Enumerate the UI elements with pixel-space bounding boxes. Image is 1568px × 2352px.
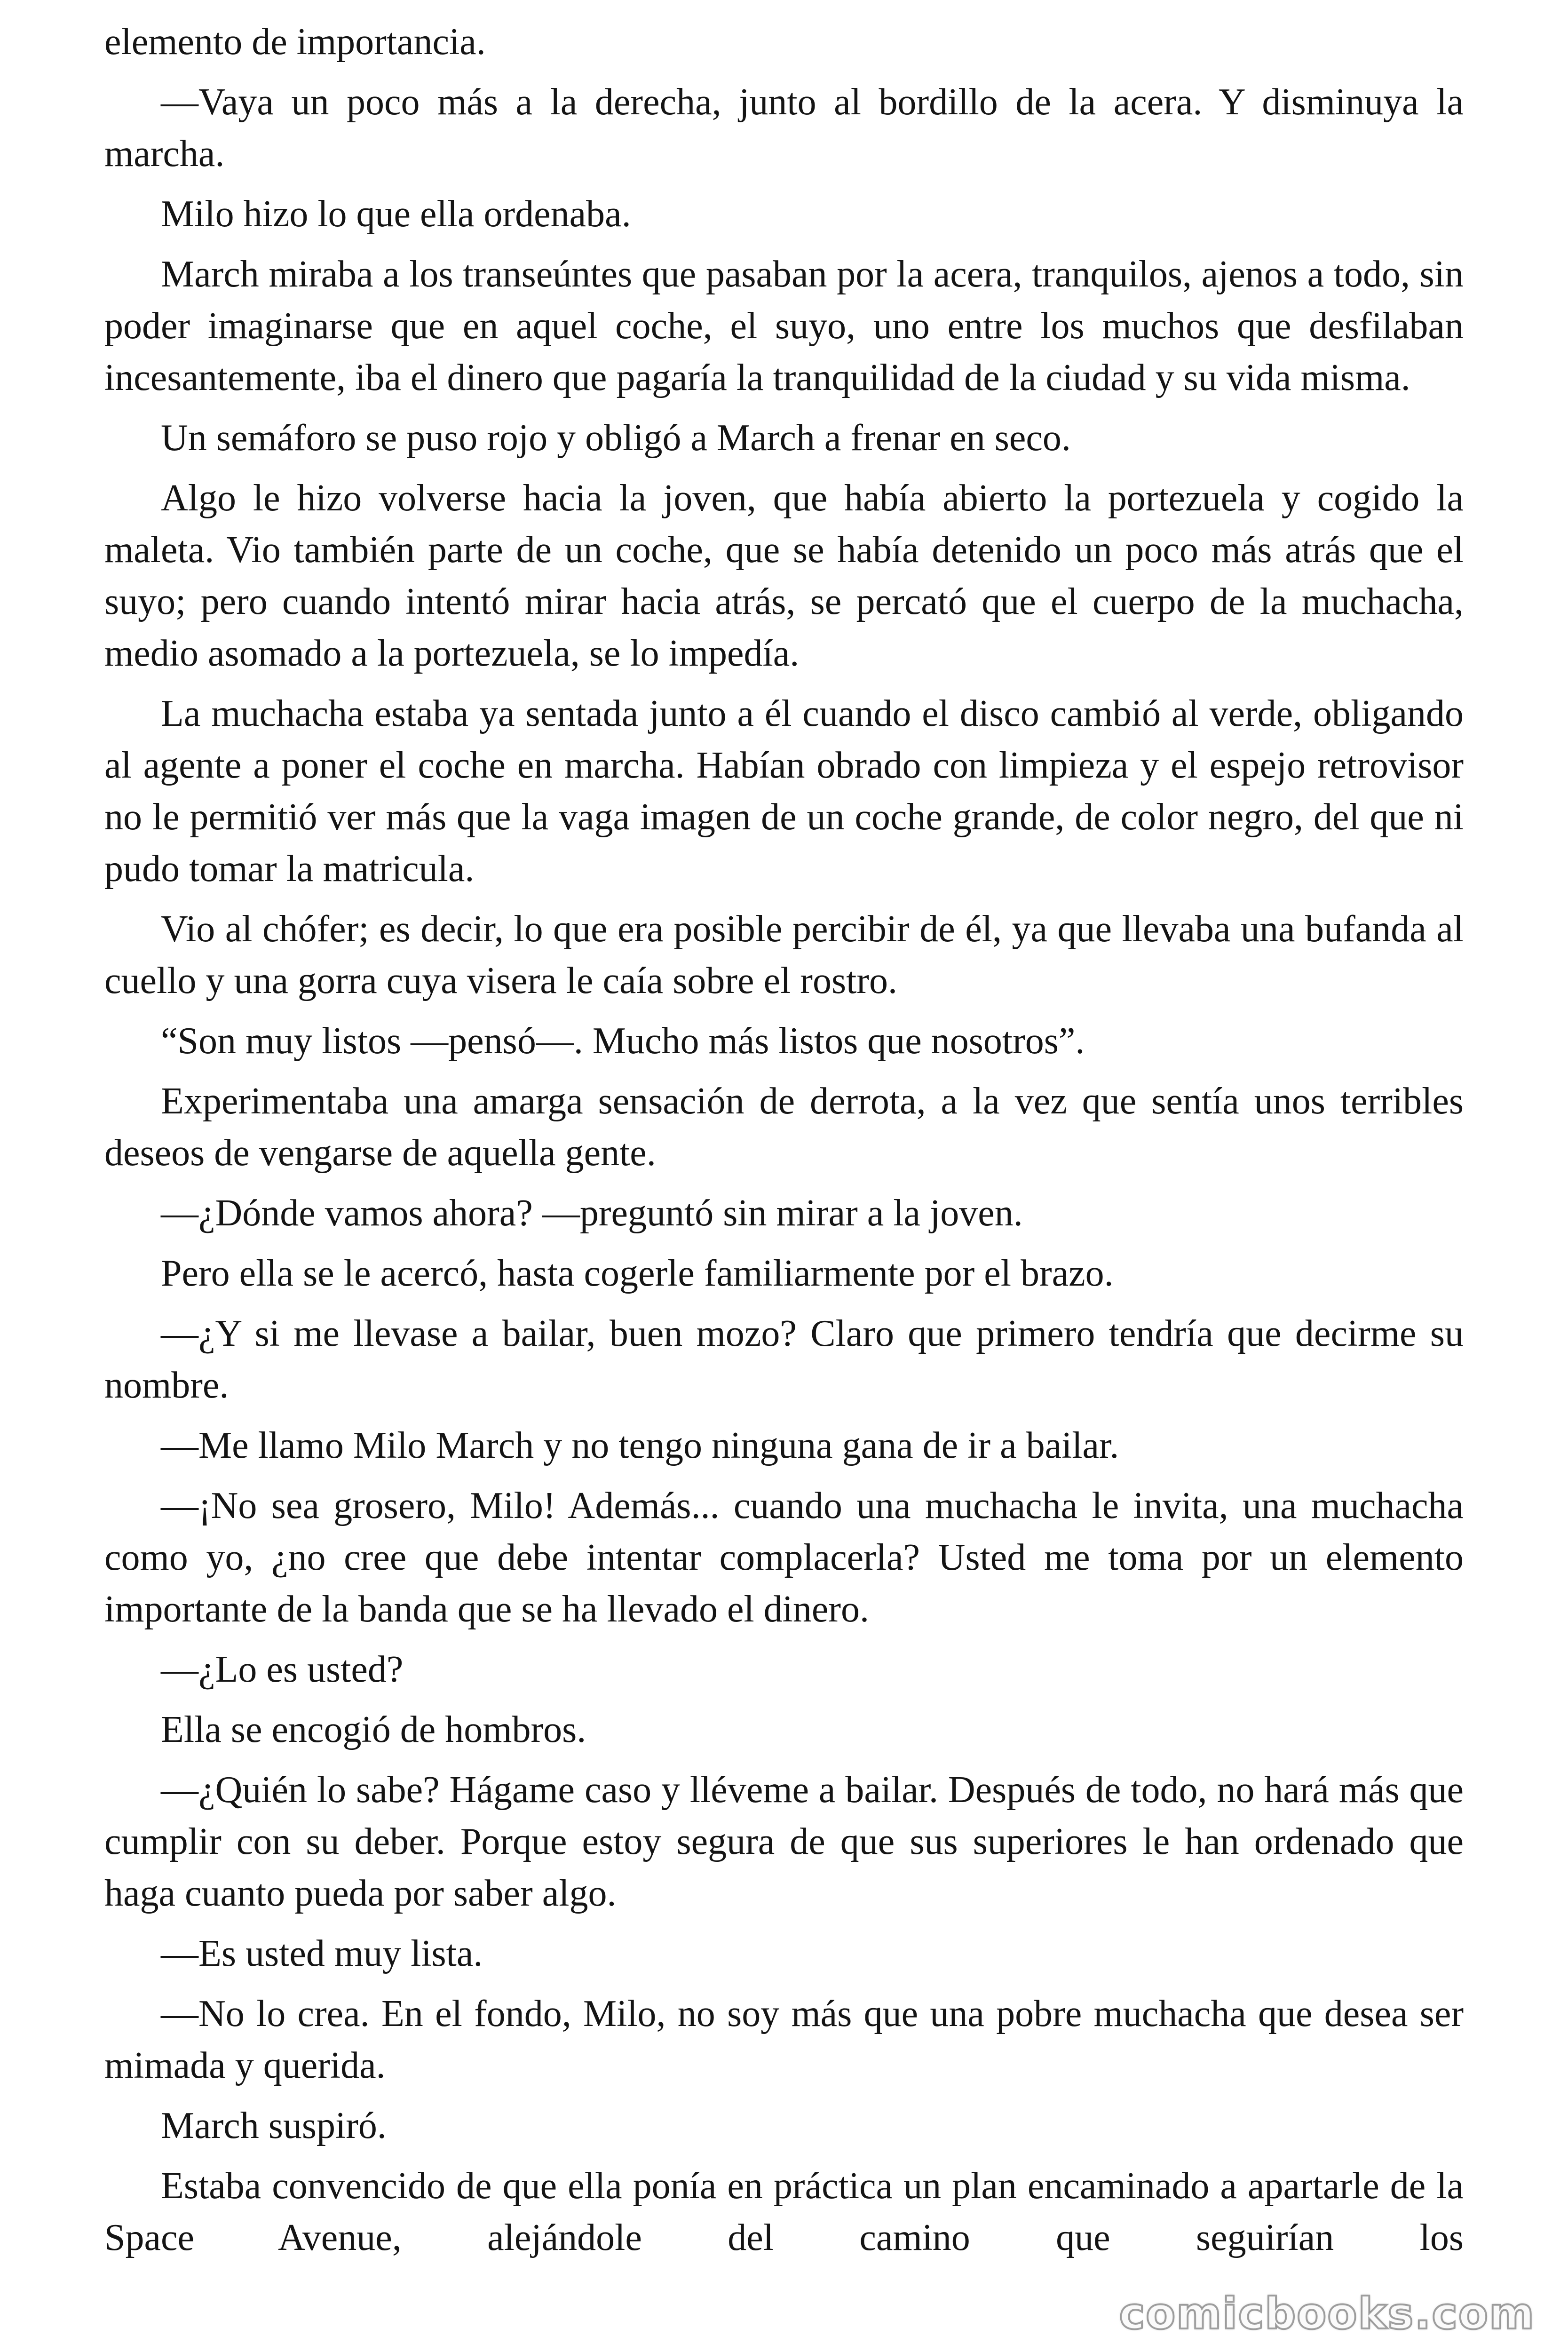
paragraph: Pero ella se le acercó, hasta cogerle familiarmente por el brazo. [161,1253,1114,1294]
paragraph: —¿Dónde vamos ahora? —preguntó sin mirar a la joven. [161,1192,1023,1234]
paragraph: Vio al chófer; es decir, lo que era posible percibir de él, ya que llevaba una bufanda al cuello y una gorra cuya visera le caía sobre el rostro. [104,908,1464,1001]
paragraph: —¡No sea grosero, Milo! Además... cuando una muchacha le invita, una muchacha como yo, ¿no cree que debe intentar complacerla? Usted me toma por un elemento importante de la banda que se ha llevado el dinero. [104,1485,1464,1630]
paragraph-cut-off: Estaba convencido de que ella ponía en práctica un plan encaminado a apartarle de la Space Avenue, alejándole del camino que seguirían los [104,2165,1464,2258]
paragraph: —Me llamo Milo March y no tengo ninguna gana de ir a bailar. [161,1425,1119,1466]
paragraph: —Es usted muy lista. [161,1933,483,1974]
paragraph: —¿Y si me llevase a bailar, buen mozo? Claro que primero tendría que decirme su nombre. [104,1313,1464,1406]
page-text [104,16,1464,2272]
paragraph: —Vaya un poco más a la derecha, junto al bordillo de la acera. Y disminuya la marcha. [104,81,1464,175]
paragraph: March suspiró. [161,2105,387,2146]
paragraph: Un semáforo se puso rojo y obligó a March a frenar en seco. [161,417,1071,459]
paragraph: Experimentaba una amarga sensación de derrota, a la vez que sentía unos terribles deseos de vengarse de aquella gente. [104,1081,1464,1174]
paragraph: March miraba a los transeúntes que pasaban por la acera, tranquilos, ajenos a todo, sin poder imaginarse que en aquel coche, el suyo, uno entre los muchos que desfilaban incesantemente, iba el dinero que pagaría la tranquilidad de la ciudad y su vida misma. [104,254,1464,398]
paragraph: Milo hizo lo que ella ordenaba. [161,193,631,235]
paragraph: Ella se encogió de hombros. [161,1709,586,1750]
watermark-logo: comicbooks.com [1119,2288,1535,2339]
paragraph: —No lo crea. En el fondo, Milo, no soy más que una pobre muchacha que desea ser mimada y querida. [104,1993,1464,2086]
paragraph-continuation: elemento de importancia. [104,21,486,63]
paragraph: —¿Quién lo sabe? Hágame caso y lléveme a bailar. Después de todo, no hará más que cumplir con su deber. Porque estoy segura de que sus superiores le han ordenado que haga cuanto pueda por saber algo. [104,1769,1464,1914]
paragraph: “Son muy listos —pensó—. Mucho más listos que nosotros”. [161,1020,1085,1062]
paragraph: La muchacha estaba ya sentada junto a él cuando el disco cambió al verde, obligando al agente a poner el coche en marcha. Habían obrado con limpieza y el espejo retrovisor no le permitió ver más que la vaga imagen de un coche grande, de color negro, del que ni pudo tomar la matricula. [104,693,1464,890]
paragraph: Algo le hizo volverse hacia la joven, que había abierto la portezuela y cogido la maleta. Vio también parte de un coche, que se había detenido un poco más atrás que el suyo; pero cuando intentó mirar hacia atrás, se percató que el cuerpo de la muchacha, medio asomado a la portezuela, se lo impedía. [104,477,1464,674]
paragraph: —¿Lo es usted? [161,1649,404,1690]
